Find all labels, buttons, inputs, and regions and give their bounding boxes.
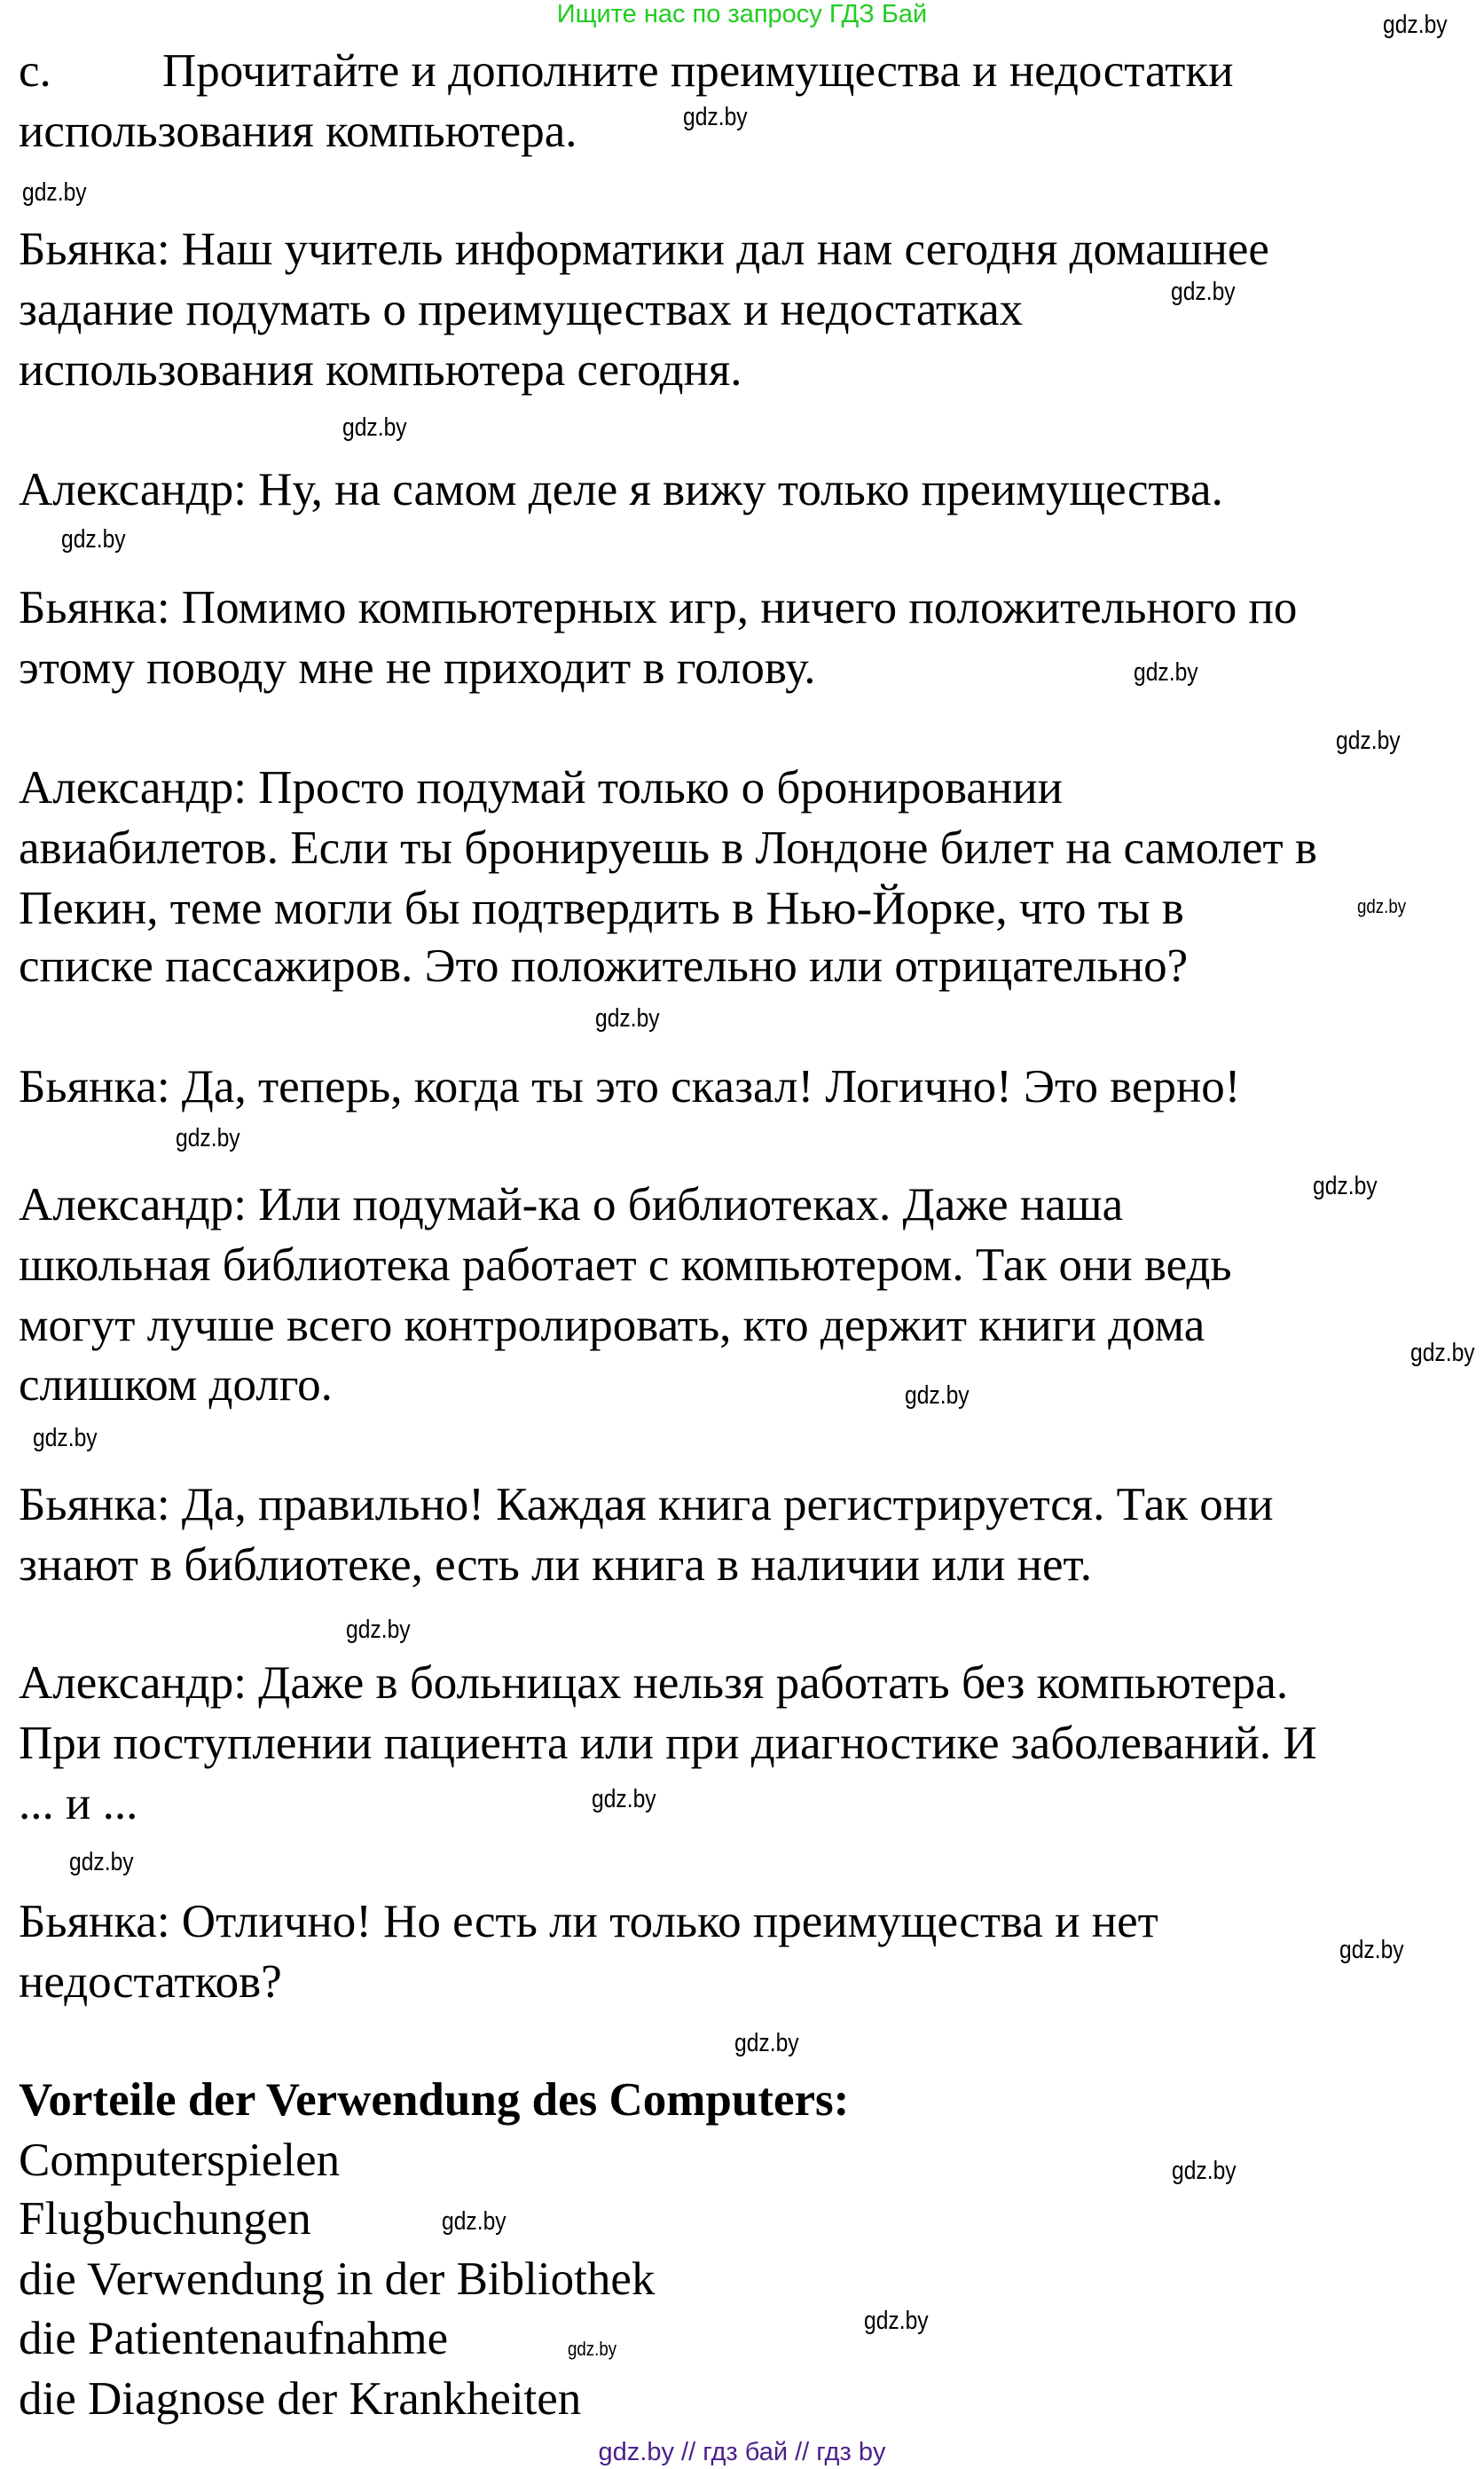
search-hint-banner: Ищите нас по запросу ГДЗ Бай [556, 0, 928, 28]
dialogue-line: Бьянка: Да, правильно! Каждая книга регистрируется. Так они [19, 1479, 1274, 1530]
watermark: gdz.by [1357, 895, 1407, 917]
dialogue-line: Бьянка: Отлично! Но есть ли только преимущества и нет [19, 1896, 1158, 1947]
watermark: gdz.by [22, 178, 87, 207]
dialogue-line: недостатков? [19, 1956, 282, 2008]
dialogue-line: При поступлении пациента или при диагностике заболеваний. И [19, 1718, 1317, 1769]
dialogue-line: могут лучше всего контролировать, кто держит книги дома [19, 1300, 1205, 1351]
watermark: gdz.by [568, 2338, 617, 2360]
watermark: gdz.by [1134, 658, 1198, 687]
dialogue-line: Пекин, теме могли бы подтвердить в Нью-Йорке, что ты в [19, 883, 1184, 934]
watermark: gdz.by [442, 2207, 506, 2236]
answer-heading: Vorteile der Verwendung des Computers: [19, 2074, 850, 2126]
dialogue-line: Александр: Даже в больницах нельзя работать без компьютера. [19, 1657, 1289, 1709]
task-line [19, 43, 1234, 99]
watermark: gdz.by [1172, 2157, 1237, 2185]
task-line: использования компьютера. [19, 106, 577, 157]
answer-item: die Patientenaufnahme [19, 2313, 449, 2364]
watermark: gdz.by [1171, 278, 1236, 306]
dialogue-line: слишком долго. [19, 1359, 333, 1411]
footer-links: gdz.by // гдз бай // гдз by [598, 2438, 886, 2466]
dialogue-line: авиабилетов. Если ты бронируешь в Лондоне билет на самолет в [19, 822, 1317, 874]
answer-item: die Diagnose der Krankheiten [19, 2373, 582, 2425]
task-letter: с. [19, 45, 51, 97]
watermark: gdz.by [905, 1381, 970, 1410]
watermark: gdz.by [342, 413, 407, 442]
answer-item: Flugbuchungen [19, 2193, 311, 2245]
dialogue-line: Бьянка: Помимо компьютерных игр, ничего положительного по [19, 582, 1298, 633]
dialogue-line: Бьянка: Наш учитель информатики дал нам сегодня домашнее [19, 224, 1269, 275]
watermark: gdz.by [1313, 1172, 1378, 1200]
watermark: gdz.by [61, 525, 126, 554]
dialogue-line: задание подумать о преимуществах и недостатках [19, 284, 1024, 335]
dialogue-line: списке пассажиров. Это положительно или отрицательно? [19, 940, 1189, 992]
watermark: gdz.by [346, 1616, 411, 1644]
dialogue-line: школьная библиотека работает с компьютером. Так они ведь [19, 1239, 1232, 1291]
dialogue-line: знают в библиотеке, есть ли книга в наличии или нет. [19, 1539, 1092, 1591]
answer-item: die Verwendung in der Bibliothek [19, 2253, 656, 2305]
watermark: gdz.by [33, 1424, 98, 1452]
watermark: gdz.by [1383, 11, 1448, 39]
dialogue-line: Александр: Ну, на самом деле я вижу только преимущества. [19, 464, 1223, 515]
watermark: gdz.by [592, 1785, 656, 1813]
task-instruction: Прочитайте и дополните преимущества и недостатки [162, 45, 1234, 97]
watermark: gdz.by [176, 1124, 240, 1152]
dialogue-line: Бьянка: Да, теперь, когда ты это сказал! Логично! Это верно! [19, 1061, 1241, 1113]
watermark: gdz.by [734, 2029, 799, 2057]
watermark: gdz.by [1336, 727, 1401, 755]
watermark: gdz.by [864, 2307, 929, 2335]
dialogue-line: использования компьютера сегодня. [19, 344, 742, 396]
watermark: gdz.by [1339, 1936, 1404, 1964]
dialogue-line: этому поводу мне не приходит в голову. [19, 642, 816, 694]
watermark: gdz.by [1410, 1339, 1475, 1367]
answer-item: Computerspielen [19, 2135, 341, 2186]
dialogue-line: Александр: Просто подумай только о бронировании [19, 762, 1063, 814]
watermark: gdz.by [683, 103, 748, 131]
watermark: gdz.by [595, 1004, 660, 1033]
dialogue-line: Александр: Или подумай-ка о библиотеках. Даже наша [19, 1179, 1124, 1231]
dialogue-line: ... и ... [19, 1778, 138, 1829]
watermark: gdz.by [69, 1848, 134, 1876]
